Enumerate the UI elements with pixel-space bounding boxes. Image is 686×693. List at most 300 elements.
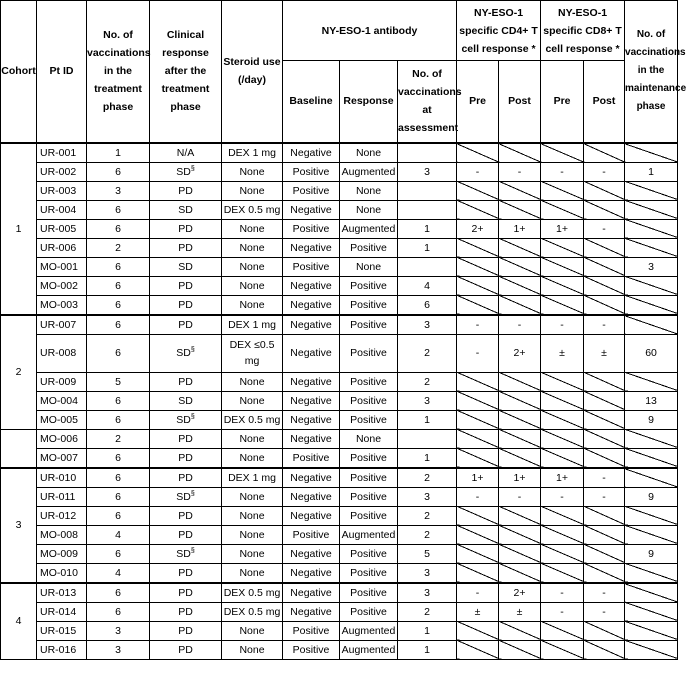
section-mark: § <box>190 547 195 554</box>
header-clinical-response: Clinical response after the treatment phase <box>150 1 222 143</box>
vacc-count-cell: 6 <box>87 468 150 488</box>
tcell-cd4post-cell <box>499 276 541 295</box>
table-row <box>1 334 678 372</box>
maintenance-cell <box>625 276 678 295</box>
pt-id-cell: UR-004 <box>37 200 87 219</box>
section-mark: § <box>190 490 195 497</box>
antibody-response-cell: Positive <box>340 487 398 506</box>
vacc-assessment-cell: 1 <box>398 238 457 257</box>
tcell-cd4post-cell: 1+ <box>499 468 541 488</box>
tcell-cd8post-cell <box>584 621 625 640</box>
vacc-assessment-cell: 3 <box>398 315 457 335</box>
tcell-cd8post-cell <box>584 143 625 163</box>
antibody-response-cell: Positive <box>340 238 398 257</box>
vacc-assessment-cell <box>398 429 457 448</box>
antibody-response-cell: Positive <box>340 468 398 488</box>
table-row <box>1 143 678 163</box>
pt-id-cell: MO-003 <box>37 295 87 315</box>
tcell-cd4post-cell <box>499 621 541 640</box>
pt-id-cell: UR-015 <box>37 621 87 640</box>
tcell-cd8post-cell: - <box>584 468 625 488</box>
tcell-cd8pre-cell <box>541 448 584 468</box>
steroid-cell: None <box>222 219 283 238</box>
antibody-response-cell: Positive <box>340 295 398 315</box>
clinical-response-cell: PD <box>150 238 222 257</box>
tcell-cd4post-cell <box>499 506 541 525</box>
antibody-response-cell: None <box>340 181 398 200</box>
vacc-count-cell: 2 <box>87 429 150 448</box>
maintenance-cell: 9 <box>625 487 678 506</box>
table-row <box>1 391 678 410</box>
tcell-cd8pre-cell <box>541 372 584 391</box>
tcell-cd4post-cell <box>499 372 541 391</box>
steroid-cell: None <box>222 181 283 200</box>
vacc-count-cell: 6 <box>87 448 150 468</box>
tcell-cd4pre-cell: - <box>457 334 499 372</box>
vacc-count-cell: 6 <box>87 315 150 335</box>
vacc-count-cell: 3 <box>87 181 150 200</box>
baseline-cell: Negative <box>283 200 340 219</box>
table-row <box>1 162 678 181</box>
pt-id-cell: UR-008 <box>37 334 87 372</box>
tcell-cd8pre-cell <box>541 143 584 163</box>
table-row <box>1 276 678 295</box>
antibody-response-cell: Positive <box>340 544 398 563</box>
tcell-cd4post-cell <box>499 295 541 315</box>
pt-id-cell: UR-010 <box>37 468 87 488</box>
table-row <box>1 583 678 603</box>
clinical-response-cell: PD <box>150 563 222 583</box>
maintenance-cell <box>625 506 678 525</box>
baseline-cell: Negative <box>283 334 340 372</box>
tcell-cd4post-cell <box>499 563 541 583</box>
maintenance-cell <box>625 429 678 448</box>
tcell-cd4pre-cell: ± <box>457 602 499 621</box>
maintenance-cell: 1 <box>625 162 678 181</box>
clinical-response-cell: PD <box>150 372 222 391</box>
header-baseline: Baseline <box>283 61 340 143</box>
tcell-cd8pre-cell: - <box>541 315 584 335</box>
vacc-assessment-cell: 1 <box>398 640 457 659</box>
vacc-count-cell: 6 <box>87 219 150 238</box>
table-row <box>1 200 678 219</box>
pt-id-cell: UR-016 <box>37 640 87 659</box>
cohort-cell: 1 <box>1 143 37 315</box>
vacc-assessment-cell: 1 <box>398 410 457 429</box>
vacc-count-cell: 6 <box>87 295 150 315</box>
table-row <box>1 295 678 315</box>
steroid-cell: DEX 1 mg <box>222 315 283 335</box>
tcell-cd8pre-cell <box>541 563 584 583</box>
antibody-response-cell: Positive <box>340 334 398 372</box>
section-mark: § <box>190 165 195 172</box>
clinical-response-cell: PD <box>150 468 222 488</box>
steroid-cell: None <box>222 429 283 448</box>
tcell-cd4post-cell <box>499 410 541 429</box>
tcell-cd8pre-cell <box>541 200 584 219</box>
pt-id-cell: UR-001 <box>37 143 87 163</box>
clinical-response-cell: PD <box>150 181 222 200</box>
antibody-response-cell: Positive <box>340 448 398 468</box>
tcell-cd4post-cell <box>499 200 541 219</box>
table-row <box>1 525 678 544</box>
tcell-cd8post-cell <box>584 410 625 429</box>
tcell-cd8pre-cell <box>541 621 584 640</box>
tcell-cd4post-cell <box>499 429 541 448</box>
vacc-assessment-cell: 4 <box>398 276 457 295</box>
vacc-count-cell: 4 <box>87 525 150 544</box>
tcell-cd4pre-cell <box>457 410 499 429</box>
maintenance-cell <box>625 143 678 163</box>
tcell-cd4post-cell <box>499 640 541 659</box>
tcell-cd8pre-cell: ± <box>541 334 584 372</box>
clinical-response-cell: PD <box>150 448 222 468</box>
header-maintenance: No. of vaccinations in the maintenance phase <box>625 1 678 143</box>
table-body <box>1 143 678 660</box>
antibody-response-cell: Augmented <box>340 219 398 238</box>
tcell-cd8pre-cell: - <box>541 602 584 621</box>
vacc-count-cell: 6 <box>87 410 150 429</box>
pt-id-cell: MO-010 <box>37 563 87 583</box>
vacc-count-cell: 6 <box>87 200 150 219</box>
steroid-cell: None <box>222 487 283 506</box>
vacc-count-cell: 6 <box>87 544 150 563</box>
steroid-cell: None <box>222 506 283 525</box>
vacc-count-cell: 1 <box>87 143 150 163</box>
maintenance-cell <box>625 583 678 603</box>
baseline-cell: Negative <box>283 506 340 525</box>
tcell-cd4pre-cell <box>457 295 499 315</box>
tcell-cd4post-cell <box>499 143 541 163</box>
section-mark: § <box>190 413 195 420</box>
steroid-cell: DEX 1 mg <box>222 468 283 488</box>
vacc-count-cell: 6 <box>87 583 150 603</box>
table-row <box>1 448 678 468</box>
vacc-assessment-cell: 2 <box>398 506 457 525</box>
tcell-cd4pre-cell <box>457 200 499 219</box>
vacc-assessment-cell: 2 <box>398 372 457 391</box>
tcell-cd8post-cell <box>584 200 625 219</box>
steroid-cell: DEX 1 mg <box>222 143 283 163</box>
pt-id-cell: UR-006 <box>37 238 87 257</box>
pt-id-cell: UR-002 <box>37 162 87 181</box>
baseline-cell: Negative <box>283 295 340 315</box>
pt-id-cell: MO-008 <box>37 525 87 544</box>
baseline-cell: Negative <box>283 410 340 429</box>
antibody-response-cell: None <box>340 143 398 163</box>
steroid-cell: None <box>222 257 283 276</box>
section-mark: § <box>190 346 195 354</box>
tcell-cd4pre-cell: - <box>457 583 499 603</box>
clinical-response-cell: SD <box>150 391 222 410</box>
tcell-cd8post-cell: - <box>584 219 625 238</box>
tcell-cd8pre-cell <box>541 544 584 563</box>
baseline-cell: Negative <box>283 315 340 335</box>
tcell-cd8pre-cell <box>541 525 584 544</box>
vacc-assessment-cell: 2 <box>398 334 457 372</box>
clinical-response-cell: SD <box>150 257 222 276</box>
tcell-cd8pre-cell: - <box>541 583 584 603</box>
tcell-cd4pre-cell <box>457 143 499 163</box>
tcell-cd8pre-cell <box>541 391 584 410</box>
table-row <box>1 640 678 659</box>
maintenance-cell <box>625 315 678 335</box>
maintenance-cell <box>625 372 678 391</box>
tcell-cd8pre-cell <box>541 410 584 429</box>
cohort-cell: 3 <box>1 468 37 583</box>
clinical-response-cell: PD <box>150 621 222 640</box>
table-row <box>1 181 678 200</box>
clinical-response-cell: PD <box>150 640 222 659</box>
baseline-cell: Negative <box>283 429 340 448</box>
tcell-cd8pre-cell <box>541 181 584 200</box>
table-row <box>1 429 678 448</box>
header-antibody: NY-ESO-1 antibody <box>283 1 457 61</box>
tcell-cd4post-cell: 1+ <box>499 219 541 238</box>
antibody-response-cell: Augmented <box>340 621 398 640</box>
pt-id-cell: UR-003 <box>37 181 87 200</box>
table-row <box>1 219 678 238</box>
tcell-cd4post-cell <box>499 238 541 257</box>
header-vacc-assessment: No. of vaccinations at assessment <box>398 61 457 143</box>
maintenance-cell <box>625 295 678 315</box>
tcell-cd4post-cell: 2+ <box>499 583 541 603</box>
maintenance-cell <box>625 602 678 621</box>
tcell-cd4pre-cell: 1+ <box>457 468 499 488</box>
tcell-cd8pre-cell: 1+ <box>541 219 584 238</box>
tcell-cd4post-cell: - <box>499 162 541 181</box>
tcell-cd4pre-cell: - <box>457 487 499 506</box>
clinical-response-cell: SD§ <box>150 410 222 429</box>
cohort-cell: 2 <box>1 315 37 430</box>
clinical-response-cell: PD <box>150 602 222 621</box>
clinical-response-cell: PD <box>150 506 222 525</box>
clinical-response-cell: SD§ <box>150 162 222 181</box>
vacc-assessment-cell: 3 <box>398 563 457 583</box>
tcell-cd4post-cell <box>499 391 541 410</box>
tcell-cd8pre-cell: - <box>541 487 584 506</box>
pt-id-cell: UR-014 <box>37 602 87 621</box>
antibody-response-cell: Positive <box>340 410 398 429</box>
baseline-cell: Negative <box>283 563 340 583</box>
table-row <box>1 621 678 640</box>
antibody-response-cell: Positive <box>340 276 398 295</box>
vacc-count-cell: 6 <box>87 487 150 506</box>
tcell-cd8post-cell: - <box>584 487 625 506</box>
header-pt-id: Pt ID <box>37 1 87 143</box>
vacc-count-cell: 6 <box>87 602 150 621</box>
tcell-cd8post-cell: - <box>584 583 625 603</box>
tcell-cd4pre-cell <box>457 640 499 659</box>
antibody-response-cell: Positive <box>340 506 398 525</box>
baseline-cell: Negative <box>283 372 340 391</box>
maintenance-cell <box>625 448 678 468</box>
tcell-cd8post-cell <box>584 429 625 448</box>
vacc-assessment-cell: 3 <box>398 583 457 603</box>
vacc-assessment-cell: 1 <box>398 448 457 468</box>
table-row <box>1 238 678 257</box>
tcell-cd4post-cell <box>499 525 541 544</box>
baseline-cell: Positive <box>283 640 340 659</box>
baseline-cell: Positive <box>283 448 340 468</box>
table-row <box>1 487 678 506</box>
pt-id-cell: UR-011 <box>37 487 87 506</box>
vacc-count-cell: 6 <box>87 257 150 276</box>
baseline-cell: Negative <box>283 391 340 410</box>
steroid-cell: None <box>222 525 283 544</box>
vacc-count-cell: 6 <box>87 506 150 525</box>
tcell-cd4post-cell <box>499 181 541 200</box>
tcell-cd8post-cell <box>584 276 625 295</box>
tcell-cd4pre-cell <box>457 621 499 640</box>
pt-id-cell: MO-009 <box>37 544 87 563</box>
pt-id-cell: MO-006 <box>37 429 87 448</box>
antibody-response-cell: Positive <box>340 391 398 410</box>
baseline-cell: Negative <box>283 143 340 163</box>
steroid-cell: DEX 0.5 mg <box>222 602 283 621</box>
maintenance-cell: 60 <box>625 334 678 372</box>
vacc-count-cell: 6 <box>87 276 150 295</box>
table-row <box>1 410 678 429</box>
vacc-count-cell: 3 <box>87 621 150 640</box>
maintenance-cell: 9 <box>625 410 678 429</box>
antibody-response-cell: Augmented <box>340 162 398 181</box>
table-row <box>1 602 678 621</box>
table-row <box>1 315 678 335</box>
clinical-response-cell: SD§ <box>150 334 222 372</box>
baseline-cell: Positive <box>283 181 340 200</box>
tcell-cd4pre-cell <box>457 429 499 448</box>
antibody-response-cell: None <box>340 200 398 219</box>
tcell-cd4post-cell <box>499 257 541 276</box>
tcell-cd4pre-cell <box>457 525 499 544</box>
vacc-assessment-cell: 5 <box>398 544 457 563</box>
table-row <box>1 563 678 583</box>
header-cd4: NY-ESO-1 specific CD4+ T cell response * <box>457 1 541 61</box>
vacc-count-cell: 6 <box>87 334 150 372</box>
baseline-cell: Negative <box>283 602 340 621</box>
baseline-cell: Negative <box>283 238 340 257</box>
maintenance-cell <box>625 219 678 238</box>
steroid-cell: None <box>222 162 283 181</box>
antibody-response-cell: None <box>340 257 398 276</box>
baseline-cell: Negative <box>283 468 340 488</box>
clinical-response-cell: PD <box>150 276 222 295</box>
table-row <box>1 468 678 488</box>
maintenance-cell <box>625 621 678 640</box>
steroid-cell: None <box>222 295 283 315</box>
tcell-cd8post-cell <box>584 448 625 468</box>
tcell-cd8post-cell <box>584 391 625 410</box>
vacc-assessment-cell: 1 <box>398 219 457 238</box>
vacc-assessment-cell: 2 <box>398 602 457 621</box>
antibody-response-cell: Positive <box>340 583 398 603</box>
tcell-cd8post-cell <box>584 238 625 257</box>
tcell-cd4pre-cell <box>457 563 499 583</box>
tcell-cd8pre-cell: - <box>541 162 584 181</box>
baseline-cell: Positive <box>283 162 340 181</box>
tcell-cd4pre-cell <box>457 391 499 410</box>
baseline-cell: Positive <box>283 257 340 276</box>
header-response: Response <box>340 61 398 143</box>
baseline-cell: Negative <box>283 544 340 563</box>
vacc-assessment-cell: 1 <box>398 621 457 640</box>
pt-id-cell: UR-007 <box>37 315 87 335</box>
steroid-cell: None <box>222 621 283 640</box>
pt-id-cell: MO-007 <box>37 448 87 468</box>
steroid-cell: DEX ≤0.5 mg <box>222 334 283 372</box>
tcell-cd8post-cell <box>584 372 625 391</box>
tcell-cd8pre-cell: 1+ <box>541 468 584 488</box>
header-cd4-post: Post <box>499 61 541 143</box>
tcell-cd4pre-cell <box>457 506 499 525</box>
steroid-cell: None <box>222 640 283 659</box>
tcell-cd4pre-cell <box>457 544 499 563</box>
pt-id-cell: MO-005 <box>37 410 87 429</box>
baseline-cell: Negative <box>283 276 340 295</box>
tcell-cd8post-cell <box>584 257 625 276</box>
steroid-cell: None <box>222 276 283 295</box>
header-steroid: Steroid use (/day) <box>222 1 283 143</box>
tcell-cd4pre-cell <box>457 181 499 200</box>
vacc-count-cell: 6 <box>87 391 150 410</box>
maintenance-cell: 13 <box>625 391 678 410</box>
header-vacc-treatment: No. of vaccinations in the treatment phase <box>87 1 150 143</box>
clinical-response-cell: PD <box>150 219 222 238</box>
baseline-cell: Negative <box>283 487 340 506</box>
tcell-cd8post-cell <box>584 640 625 659</box>
maintenance-cell <box>625 563 678 583</box>
tcell-cd8post-cell <box>584 563 625 583</box>
clinical-response-cell: PD <box>150 295 222 315</box>
tcell-cd4pre-cell <box>457 372 499 391</box>
tcell-cd4post-cell: - <box>499 487 541 506</box>
tcell-cd4post-cell: 2+ <box>499 334 541 372</box>
pt-id-cell: MO-004 <box>37 391 87 410</box>
baseline-cell: Positive <box>283 621 340 640</box>
tcell-cd4pre-cell: - <box>457 162 499 181</box>
antibody-response-cell: Positive <box>340 315 398 335</box>
pt-id-cell: UR-005 <box>37 219 87 238</box>
vacc-assessment-cell: 2 <box>398 468 457 488</box>
steroid-cell: None <box>222 563 283 583</box>
tcell-cd8pre-cell <box>541 429 584 448</box>
pt-id-cell: UR-013 <box>37 583 87 603</box>
vacc-count-cell: 2 <box>87 238 150 257</box>
antibody-response-cell: Augmented <box>340 525 398 544</box>
vacc-count-cell: 6 <box>87 162 150 181</box>
vacc-assessment-cell <box>398 200 457 219</box>
tcell-cd8post-cell: - <box>584 162 625 181</box>
baseline-cell: Positive <box>283 525 340 544</box>
antibody-response-cell: Positive <box>340 563 398 583</box>
clinical-response-cell: N/A <box>150 143 222 163</box>
tcell-cd8post-cell <box>584 544 625 563</box>
pt-id-cell: MO-001 <box>37 257 87 276</box>
antibody-response-cell: Positive <box>340 372 398 391</box>
cohort-cell <box>1 429 37 468</box>
vacc-count-cell: 5 <box>87 372 150 391</box>
maintenance-cell: 9 <box>625 544 678 563</box>
antibody-response-cell: Positive <box>340 602 398 621</box>
pt-id-cell: UR-012 <box>37 506 87 525</box>
steroid-cell: None <box>222 448 283 468</box>
tcell-cd8post-cell <box>584 181 625 200</box>
vacc-assessment-cell: 3 <box>398 487 457 506</box>
tcell-cd4post-cell: - <box>499 315 541 335</box>
tcell-cd4pre-cell <box>457 448 499 468</box>
vacc-assessment-cell <box>398 181 457 200</box>
